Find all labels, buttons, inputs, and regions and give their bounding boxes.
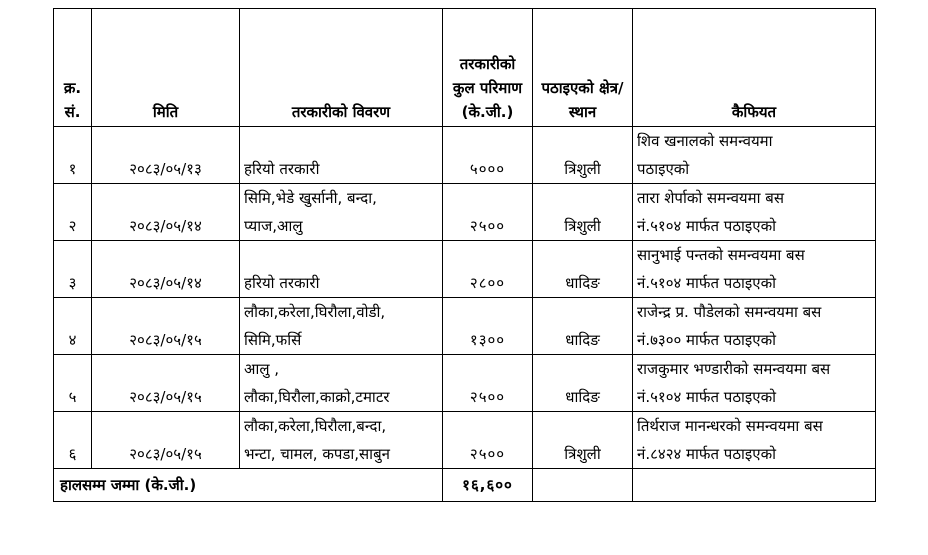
cell-description-line: सिमि,फर्सि	[244, 331, 302, 349]
cell-description-line: भन्टा, चामल, कपडा,साबुन	[244, 445, 390, 463]
cell-description	[240, 184, 443, 241]
cell-remarks-line: राजेन्द्र प्र. पौडेलको समन्वयमा बस	[637, 303, 822, 321]
cell-volume: २८००	[443, 241, 533, 298]
cell-remarks-line: सानुभाई पन्तको समन्वयमा बस	[637, 246, 805, 264]
cell-volume: ५०००	[443, 127, 533, 184]
cell-remarks-line: नं.५१०४ मार्फत पठाइएको	[637, 388, 776, 406]
header-place: पठाइएको क्षेत्र/ स्थान	[533, 9, 633, 127]
cell-description-line: सिमि,भेडे खुर्सानी, बन्दा,	[244, 189, 377, 207]
cell-description	[240, 298, 443, 355]
cell-remarks-line: नं.५१०४ मार्फत पठाइएको	[637, 274, 776, 292]
table-row	[54, 412, 876, 469]
total-empty-place	[533, 469, 633, 502]
cell-remarks-line: पठाइएको	[637, 160, 690, 178]
cell-remarks-line: नं.५१०४ मार्फत पठाइएको	[637, 217, 776, 235]
cell-remarks	[633, 298, 876, 355]
cell-description	[240, 127, 443, 184]
cell-description-line: हरियो तरकारी	[244, 274, 320, 292]
table-row	[54, 241, 876, 298]
cell-place: त्रिशुली	[533, 412, 633, 469]
header-date: मिति	[92, 9, 240, 127]
table-row	[54, 127, 876, 184]
header-serial-number: क्र. सं.	[54, 9, 92, 127]
cell-serial-number: ६	[54, 412, 92, 469]
cell-description-line: हरियो तरकारी	[244, 160, 320, 178]
cell-remarks	[633, 127, 876, 184]
cell-remarks-line: नं.७३०० मार्फत पठाइएको	[637, 331, 776, 349]
cell-remarks-line: तिर्थराज मानन्धरको समन्वयमा बस	[637, 417, 823, 435]
cell-description-line: आलु ,	[244, 360, 280, 378]
table-row	[54, 184, 876, 241]
cell-volume: २५००	[443, 412, 533, 469]
cell-serial-number: ३	[54, 241, 92, 298]
cell-remarks-line: तारा शेर्पाको समन्वयमा बस	[637, 189, 784, 207]
cell-remarks-line: राजकुमार भण्डारीको समन्वयमा बस	[637, 360, 831, 378]
total-value: १६,६००	[443, 469, 533, 502]
cell-remarks-line: शिव खनालको समन्वयमा	[637, 132, 773, 150]
cell-serial-number: २	[54, 184, 92, 241]
cell-remarks	[633, 355, 876, 412]
table-row	[54, 298, 876, 355]
cell-place: त्रिशुली	[533, 184, 633, 241]
total-row	[54, 469, 876, 502]
cell-place: धादिङ	[533, 298, 633, 355]
cell-serial-number: १	[54, 127, 92, 184]
table-header-row	[54, 9, 876, 127]
cell-description	[240, 241, 443, 298]
table-row	[54, 355, 876, 412]
cell-remarks	[633, 241, 876, 298]
cell-date: २०८३/०५/१४	[92, 241, 240, 298]
cell-volume: २५००	[443, 184, 533, 241]
cell-description-line: लौका,घिरौला,काक्रो,टमाटर	[244, 388, 390, 406]
cell-volume: २५००	[443, 355, 533, 412]
total-empty-remarks	[633, 469, 876, 502]
table-body	[54, 127, 876, 469]
cell-date: २०८३/०५/१५	[92, 355, 240, 412]
cell-serial-number: ५	[54, 355, 92, 412]
cell-date: २०८३/०५/१५	[92, 412, 240, 469]
total-label: हालसम्म जम्मा (के.जी.)	[54, 469, 443, 502]
cell-description	[240, 412, 443, 469]
cell-place: धादिङ	[533, 241, 633, 298]
cell-remarks	[633, 412, 876, 469]
cell-description-line: लौका,करेला,घिरौला,वोडी,	[244, 303, 386, 321]
cell-place: त्रिशुली	[533, 127, 633, 184]
cell-description	[240, 355, 443, 412]
cell-date: २०८३/०५/१४	[92, 184, 240, 241]
cell-date: २०८३/०५/१३	[92, 127, 240, 184]
header-volume: तरकारीको कुल परिमाण (के.जी.)	[443, 9, 533, 127]
cell-remarks	[633, 184, 876, 241]
cell-description-line: लौका,करेला,घिरौला,बन्दा,	[244, 417, 387, 435]
cell-serial-number: ४	[54, 298, 92, 355]
header-remarks: कैफियत	[633, 9, 876, 127]
cell-date: २०८३/०५/१५	[92, 298, 240, 355]
cell-place: धादिङ	[533, 355, 633, 412]
cell-remarks-line: नं.८४२४ मार्फत पठाइएको	[637, 445, 776, 463]
cell-description-line: प्याज,आलु	[244, 217, 303, 235]
vegetable-dispatch-table	[53, 8, 876, 502]
cell-volume: १३००	[443, 298, 533, 355]
header-description: तरकारीको विवरण	[240, 9, 443, 127]
